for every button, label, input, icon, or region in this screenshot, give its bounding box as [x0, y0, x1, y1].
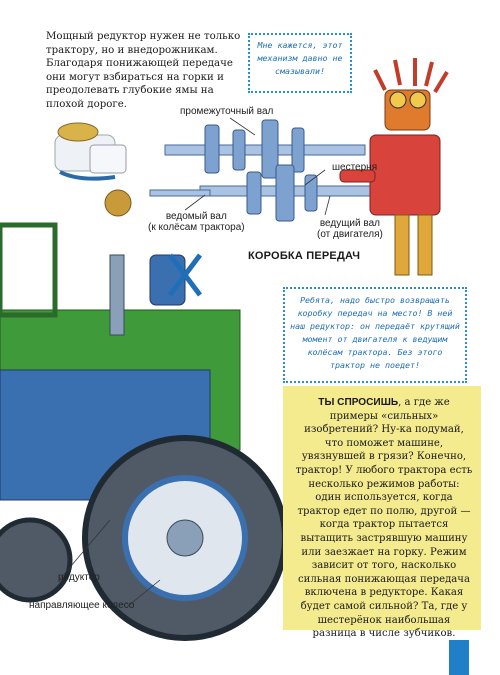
speech-bubble-mid [283, 287, 467, 383]
hat-device-illustration [55, 123, 131, 216]
label-driving-shaft-line1: ведущий вал [319, 218, 380, 229]
info-box-body: , а где же примеры «сильных» изобретений? Ну-ка подумай, что поможет машине, увязнувшей в грязи? Конечно, трактор! У любого трактора есть несколько режимов работы: один используется, когда трактор едет по полю, другой — когда трактор пытается вытащить застрявшую машину или заезжает на горку. Режим зависит от того, насколько сильная понижающая передача включена в редукторе. Какая будет самой сильной? Та, где у шестерёнок наибольшая разница в числе зубчиков. [295, 397, 473, 640]
label-driving-shaft-line2: (от двигателя) [317, 229, 383, 240]
info-box [283, 386, 481, 640]
label-driven-shaft-line1: ведомый вал [165, 211, 227, 222]
intro-paragraph: Мощный редуктор нужен не только трактору, но и внедорожникам. Благодаря понижающей передаче они могут взбираться на горки и преодолевать глубокие ямы на плохой дороге. [46, 31, 241, 110]
label-intermediate-shaft: промежуточный вал [180, 106, 274, 117]
label-driven-shaft-line2: (к колёсам трактора) [148, 222, 245, 233]
label-driven-shaft [148, 211, 245, 233]
speech-bubble-top-text: Мне кажется, этот механизм давно не смазывали! [257, 40, 343, 76]
label-driving-shaft [317, 218, 383, 240]
label-reducer: редуктор [58, 572, 100, 583]
label-gear: шестерня [332, 162, 378, 173]
label-guide-wheel: направляющее колесо [29, 600, 135, 611]
page-tab-marker [449, 640, 469, 675]
tractor-illustration [0, 225, 285, 638]
info-box-text [295, 396, 473, 641]
info-box-lead: ТЫ СПРОСИШЬ [318, 397, 399, 408]
gearbox-title: КОРОБКА ПЕРЕДАЧ [248, 250, 361, 262]
speech-bubble-mid-text: Ребята, надо быстро возвращать коробку передач на место! В ней наш редуктор: он передаёт крутящий момент от двигателя к ведущим колёсам трактора. Без этого трактор не поедет! [290, 295, 460, 370]
